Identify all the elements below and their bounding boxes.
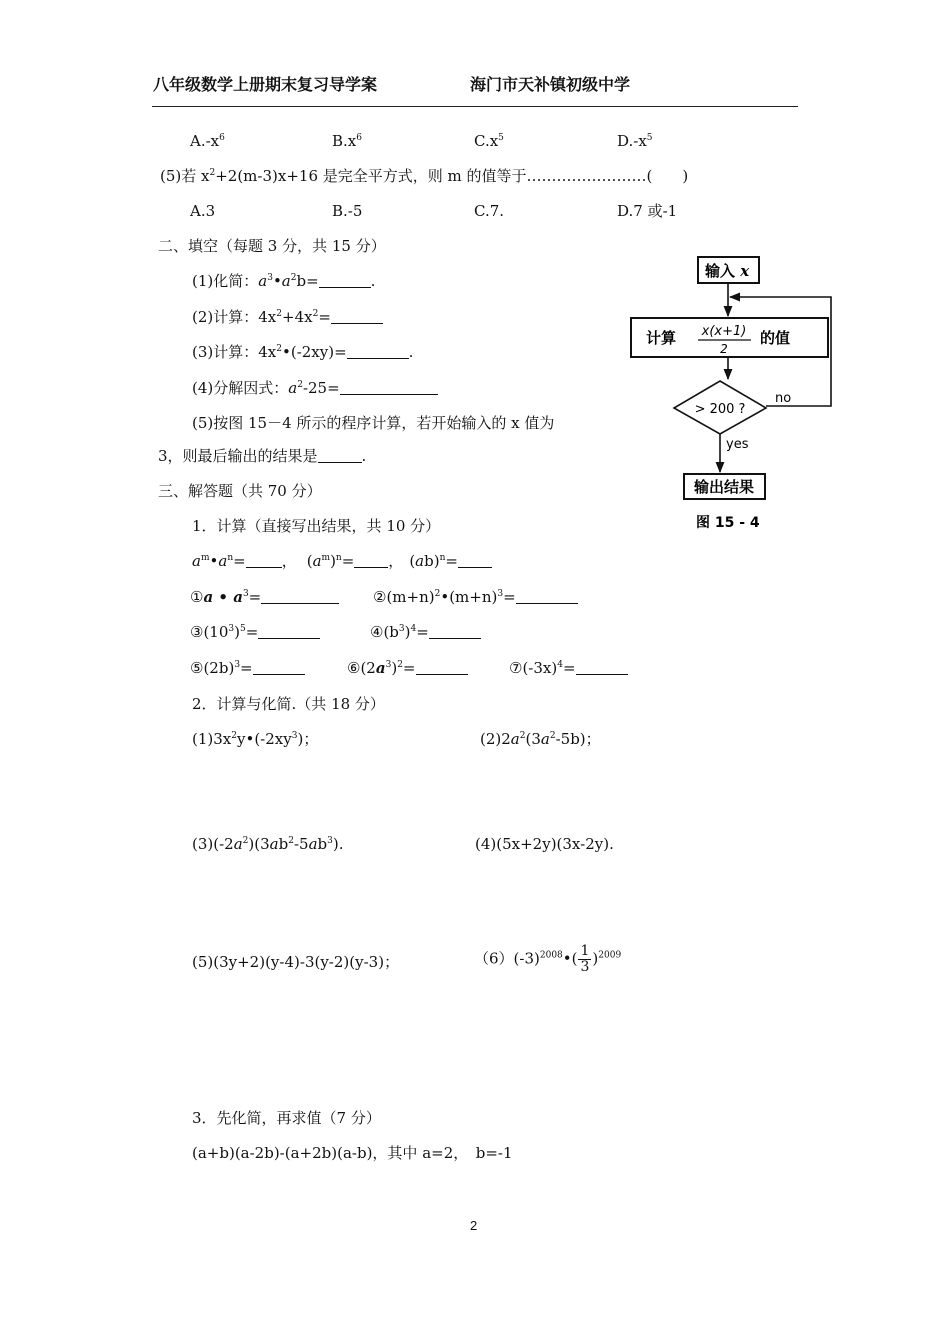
q5-option-d: D.7 或-1 — [617, 202, 678, 220]
fill-item-1: (1)化简：$a^3•a^2b=$ . — [192, 272, 376, 290]
page-number: 2 — [470, 1218, 478, 1233]
part2-problem-1: $(1)3x^2y•(-2xy^3)$； — [192, 730, 319, 748]
answer-blank[interactable] — [261, 589, 339, 604]
q5-option-a: A.3 — [190, 202, 216, 220]
answer-blank[interactable] — [253, 660, 305, 675]
compute-denominator: 2 — [720, 342, 728, 356]
part1-item-7: $⑦(-3x)^4=$ — [509, 658, 628, 678]
part2-problem-5: (5)(3y+2)(y-4)-3(y-2)(y-3)； — [192, 953, 400, 971]
fill-item-5-line2: 3，则最后输出的结果是 . — [158, 447, 367, 465]
school-name: 海门市天补镇初级中学 — [470, 75, 631, 94]
answer-blank[interactable] — [458, 553, 492, 568]
answer-blank[interactable] — [318, 448, 362, 463]
part1-item-5: $⑤(2b)^3=$ — [190, 658, 305, 678]
figure-caption: 图 15 - 4 — [696, 515, 760, 531]
answer-blank[interactable] — [516, 589, 578, 604]
answer-blank[interactable] — [331, 309, 383, 324]
q5-question: (5)若 $x^2+2(m-3)x+16$ 是完全平方式，则 m 的值等于……………………( ) — [160, 167, 689, 185]
part2-problem-3: $(3)(-2a^2)(3ab^2-5ab^3)$. — [192, 835, 344, 853]
fill-item-2: (2)计算：$4x^2+4x^2=$ — [192, 307, 383, 327]
fraction-one-third: $\frac{1}{3}$ — [580, 943, 590, 975]
answer-blank[interactable] — [340, 380, 438, 395]
compute-suffix: 的值 — [760, 329, 791, 347]
q5-option-c: C.7. — [474, 202, 505, 220]
output-label: 输出结果 — [693, 478, 755, 496]
answer-blank[interactable] — [347, 344, 409, 359]
answer-blank[interactable] — [416, 660, 468, 675]
q5-option-b: B.-5 — [332, 202, 363, 220]
answer-blank[interactable] — [258, 624, 320, 639]
q4-option-c: $C.x^5$ — [474, 132, 504, 150]
part1-item-2: $②(m+n)^2•(m+n)^3=$ — [373, 587, 578, 607]
decision-label: > 200 ? — [694, 402, 746, 417]
part3-title: 3．先化简，再求值（7 分） — [192, 1109, 381, 1127]
part1-item-4: $④(b^3)^4=$ — [370, 622, 481, 642]
part2-title: 2．计算与化简.（共 18 分） — [192, 695, 385, 713]
answer-blank[interactable] — [246, 553, 282, 568]
fill-item-4: (4)分解因式：$a^2-25=$ — [192, 378, 438, 398]
answer-blank[interactable] — [429, 624, 481, 639]
q4-option-d: $D.-x^5$ — [617, 132, 653, 150]
fill-item-5-line1: (5)按图 15－4 所示的程序计算，若开始输入的 x 值为 — [192, 414, 555, 432]
answer-blank[interactable] — [319, 273, 371, 288]
q4-option-b: $B.x^6$ — [332, 132, 362, 150]
answer-blank[interactable] — [576, 660, 628, 675]
part1-row1: $a^m•a^n=$ ， $(a^m)^n=$ ， (ab)$^n$= — [192, 551, 492, 571]
part3-expression: (a+b)(a-2b)-(a+2b)(a-b)，其中 a=2， b=-1 — [192, 1144, 513, 1162]
answer-blank[interactable] — [354, 553, 388, 568]
part1-item-3: $③(10^3)^5=$ — [190, 622, 320, 642]
part2-problem-4: (4)(5x+2y)(3x-2y). — [475, 835, 614, 853]
part2-problem-6: $(6)(-3)^{2008}•$( $\frac{1}{3}$ )$^{2009}$ — [474, 943, 622, 975]
part2-problem-2: $(2)2a^2(3a^2-5b)$； — [480, 730, 601, 748]
part1-title: 1．计算（直接写出结果，共 10 分） — [192, 517, 441, 535]
input-label: 输入 x — [705, 262, 750, 280]
compute-numerator: x(x+1) — [701, 324, 747, 339]
flowchart-figure — [620, 250, 845, 540]
doc-title: 八年级数学上册期末复习导学案 — [153, 75, 378, 94]
header-divider — [152, 106, 798, 107]
yes-label: yes — [726, 437, 749, 452]
fill-item-3: (3)计算：$4x^2•(-2xy)=$ . — [192, 343, 414, 361]
q4-option-a: $A.-x^6$ — [190, 132, 225, 150]
no-label: no — [775, 391, 792, 406]
section3-title: 三、解答题（共 70 分） — [158, 482, 322, 500]
section2-title: 二、填空（每题 3 分，共 15 分） — [158, 237, 386, 255]
compute-prefix: 计算 — [646, 329, 677, 347]
part1-item-1: ①a • $a^3=$ — [190, 587, 339, 607]
part1-item-6: $⑥(2a^3)^2=$ — [347, 658, 468, 678]
